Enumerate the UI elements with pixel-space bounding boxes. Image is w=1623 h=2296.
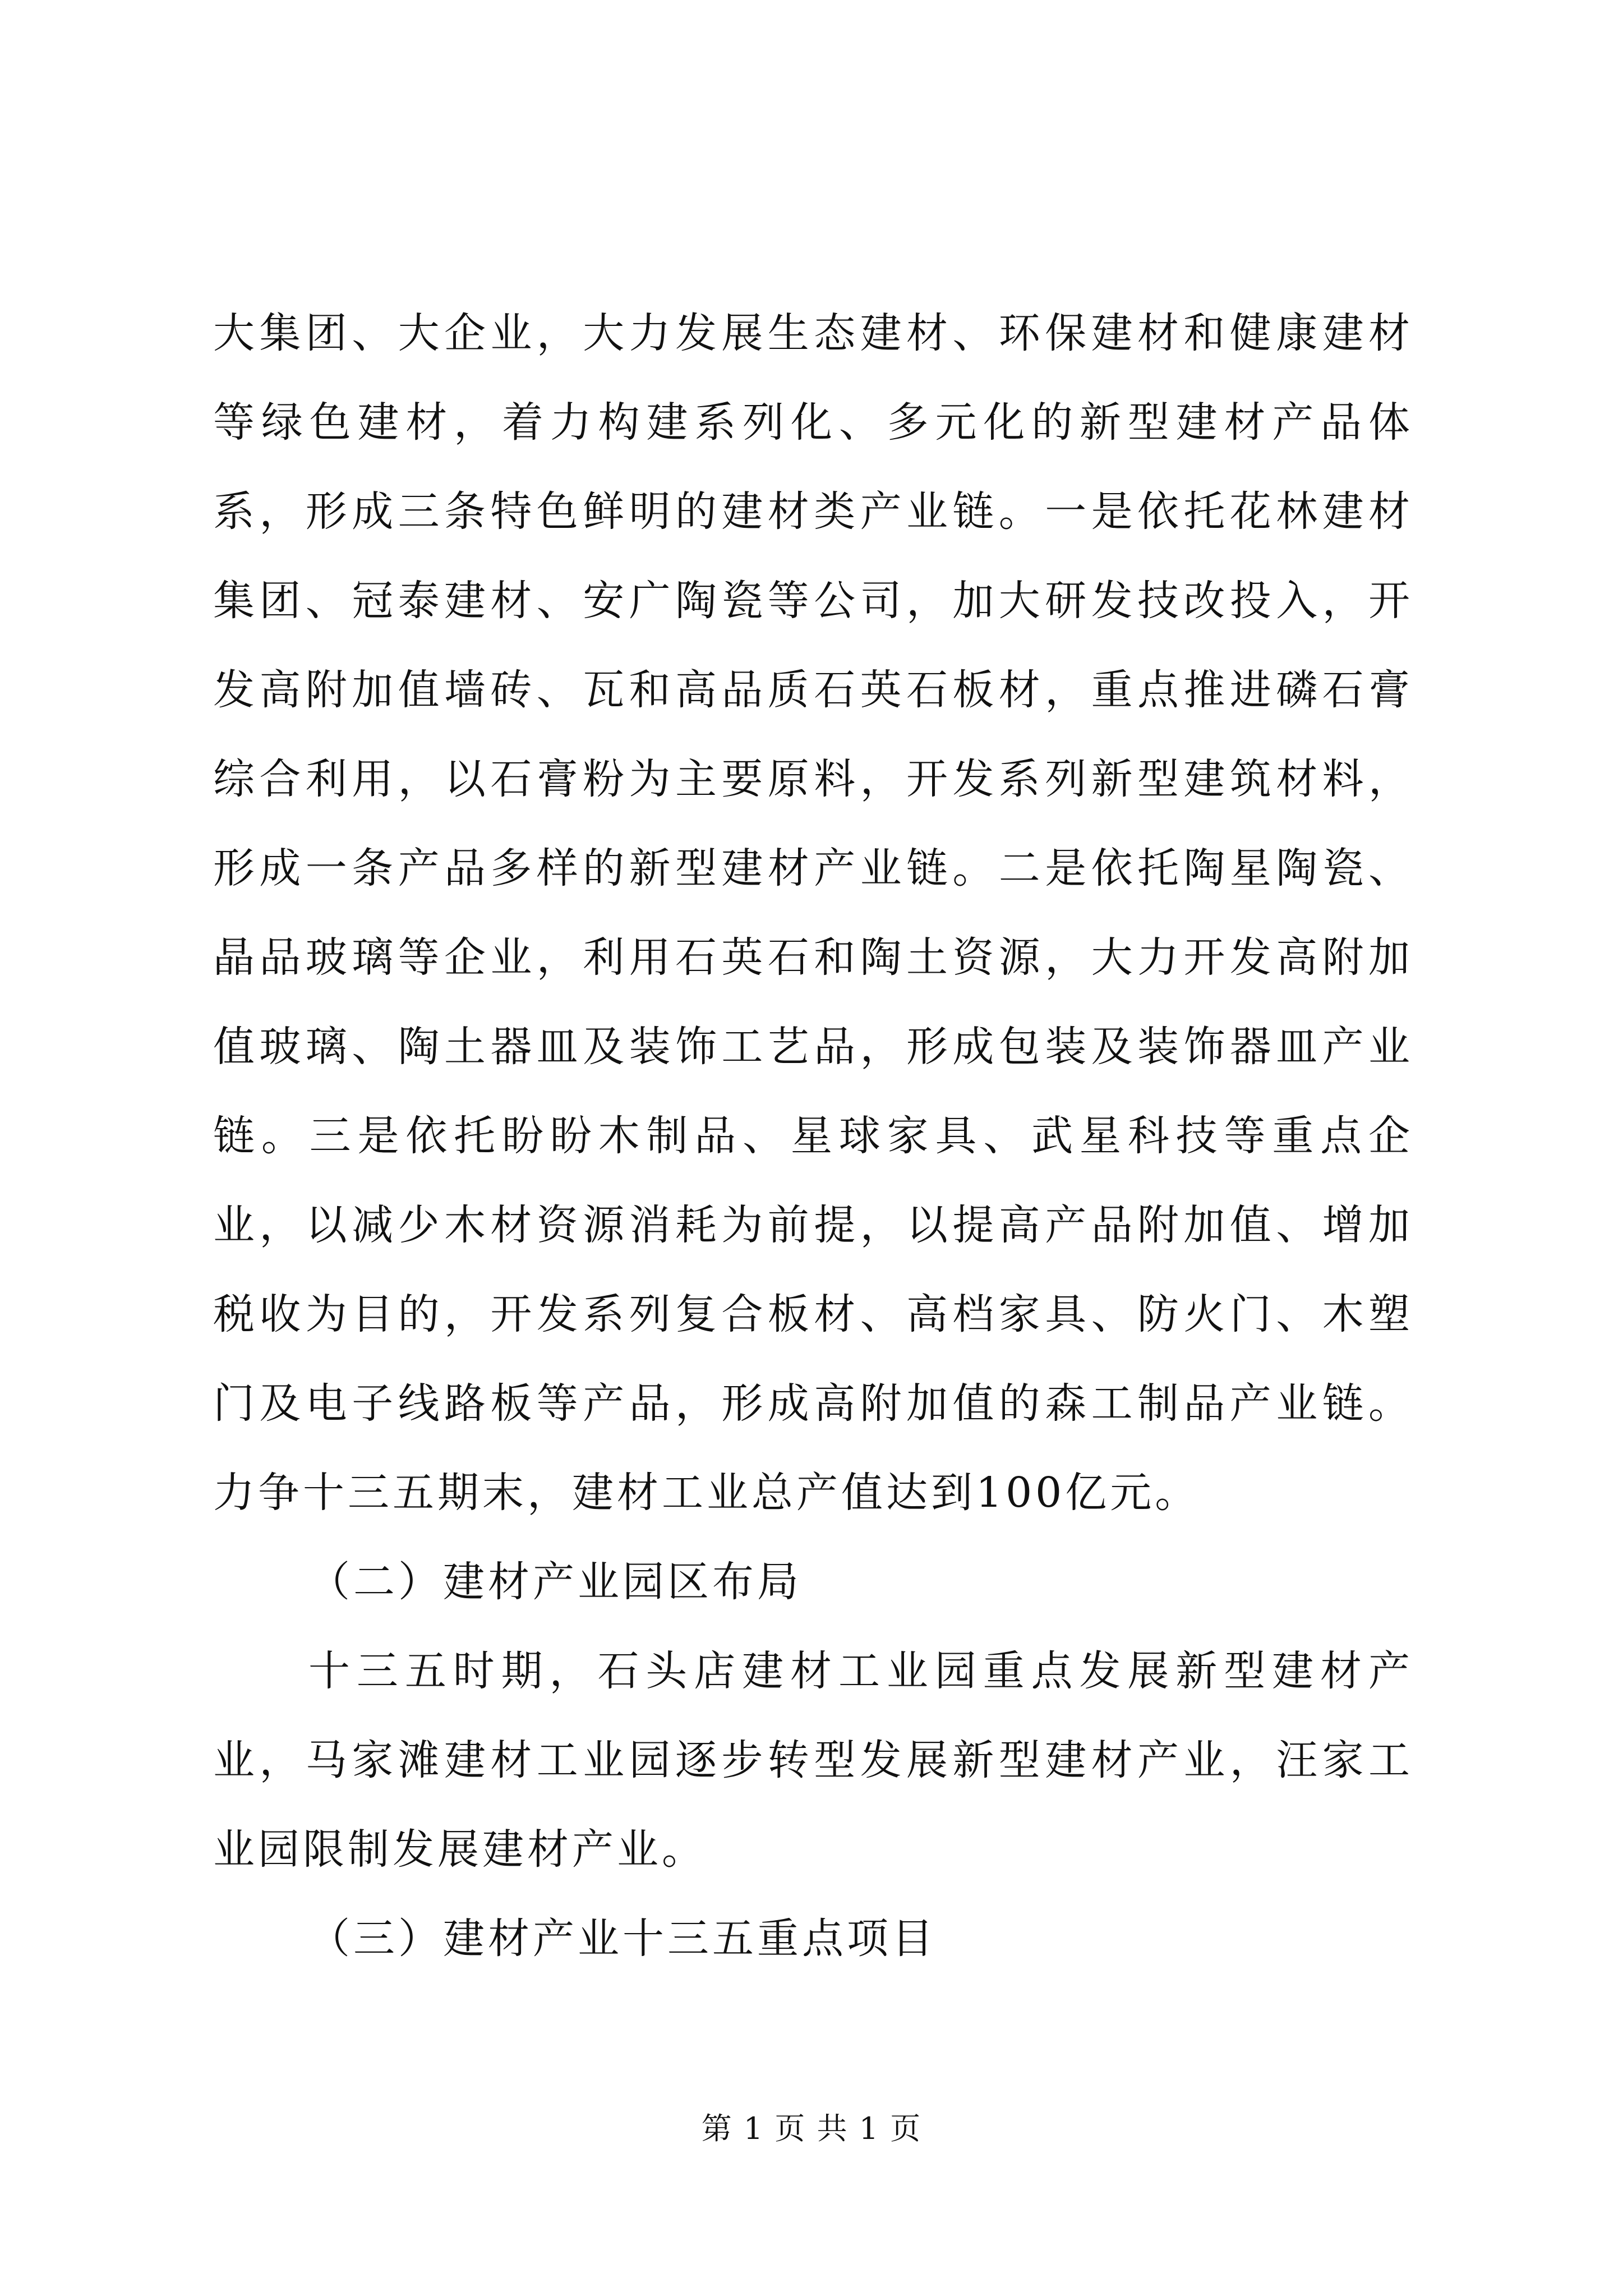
body-paragraph: 大集团、大企业，大力发展生态建材、环保建材和健康建材等绿色建材，着力构建系列化、多元化的新型建材产品体系，形成三条特色鲜明的建材类产业链。一是依托花林建材集团、冠泰建材、安广陶瓷等公司，加大研发技改投入，开发高附加值墙砖、瓦和高品质石英石板材，重点推进磷石膏综合利用，以石膏粉为主要原料，开发系列新型建筑材料，形成一条产品多样的新型建材产业链。二是依托陶星陶瓷、晶品玻璃等企业，利用石英石和陶土资源，大力开发高附加值玻璃、陶土器皿及装饰工艺品，形成包装及装饰器皿产业链。三是依托盼盼木制品、星球家具、武星科技等重点企业，以减少木材资源消耗为前提，以提高产品附加值、增加税收为目的，开发系列复合板材、高档家具、防火门、木塑门及电子线路板等产品，形成高附加值的森工制品产业链。力争十三五期末，建材工业总产值达到100亿元。	[213, 309, 1413, 1517]
section-heading: （三）建材产业十三五重点项目	[308, 1915, 937, 1963]
body-paragraph: 十三五时期，石头店建材工业园重点发展新型建材产业，马家滩建材工业园逐步转型发展新型建材产业，汪家工业园限制发展建材产业。	[213, 1647, 1413, 1874]
page-footer: 第 1 页 共 1 页	[701, 2111, 922, 2146]
document-body	[213, 289, 1413, 1984]
section-heading: （二）建材产业园区布局	[308, 1558, 802, 1606]
